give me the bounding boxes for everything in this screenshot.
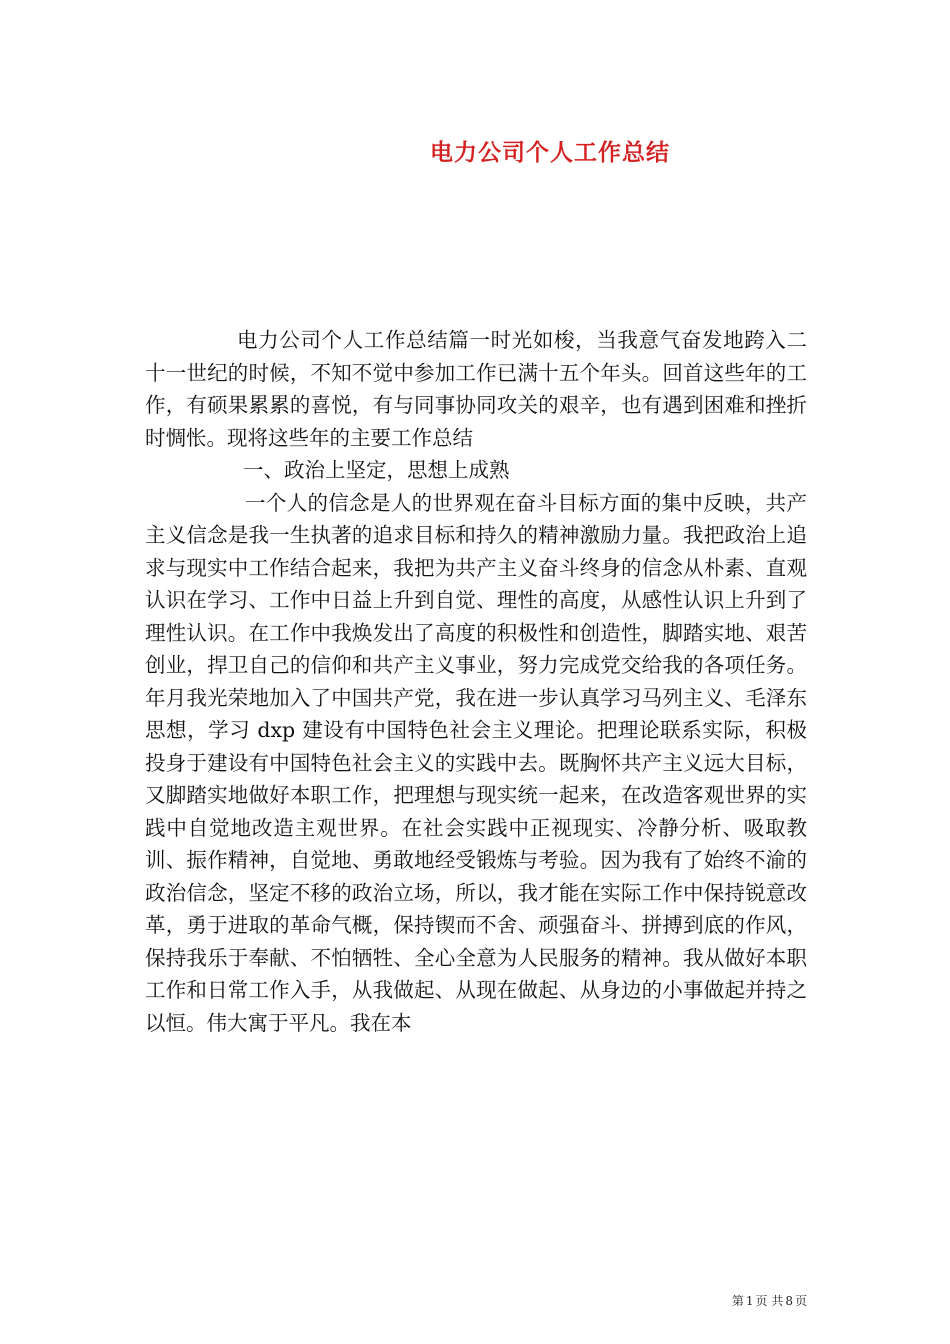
paragraph-intro: 电力公司个人工作总结篇一时光如梭，当我意气奋发地跨入二十一世纪的时候，不知不觉中参加工作已满十五个年头。回首这些年的工作，有硕果累累的喜悦，有与同事协同攻关的艰辛，也有遇到困难和挫折时惆怅。现将这些年的主要工作总结 xyxy=(145,328,807,450)
footer-prefix: 第 xyxy=(731,1294,744,1308)
footer-current-page: 1 xyxy=(745,1294,754,1308)
page-footer xyxy=(640,1292,808,1309)
document-title: 电力公司个人工作总结 xyxy=(430,140,670,166)
section-heading-politics: 一、政治上坚定，思想上成熟 xyxy=(243,458,510,482)
footer-total-pages: 8 xyxy=(785,1294,793,1308)
paragraph-politics: 一个人的信念是人的世界观在奋斗目标方面的集中反映，共产主义信念是我一生执著的追求目标和持久的精神激励力量。我把政治上追求与现实中工作结合起来，我把为共产主义奋斗终身的信念从朴素、直观认识在学习、工作中日益上升到自觉、理性的高度，从感性认识上升到了理性认识。在工作中我焕发出了高度的积极性和创造性，脚踏实地、艰苦创业，捍卫自己的信仰和共产主义事业，努力完成党交给我的各项任务。年月我光荣地加入了中国共产党，我在进一步认真学习马列主义、毛泽东思想，学习 dxp 建设有中国特色社会主义理论。把理论联系实际，积极投身于建设有中国特色社会主义的实践中去。既胸怀共产主义远大目标，又脚踏实地做好本职工作，把理想与现实统一起来，在改造客观世界的实践中自觉地改造主观世界。在社会实践中正视现实、冷静分析、吸取教训、振作精神，自觉地、勇敢地经受锻炼与考验。因为我有了始终不渝的政治信念，坚定不移的政治立场，所以，我才能在实际工作中保持锐意改革，勇于进取的革命气概，保持锲而不舍、顽强奋斗、拼搏到底的作风，保持我乐于奉献、不怕牺牲、全心全意为人民服务的精神。我从做好本职工作和日常工作入手，从我做起、从现在做起、从身边的小事做起并持之以恒。伟大寓于平凡。我在本 xyxy=(145,490,807,1035)
footer-middle: 页 共 xyxy=(755,1294,784,1308)
document-body xyxy=(145,324,807,1039)
footer-suffix: 页 xyxy=(794,1294,807,1308)
